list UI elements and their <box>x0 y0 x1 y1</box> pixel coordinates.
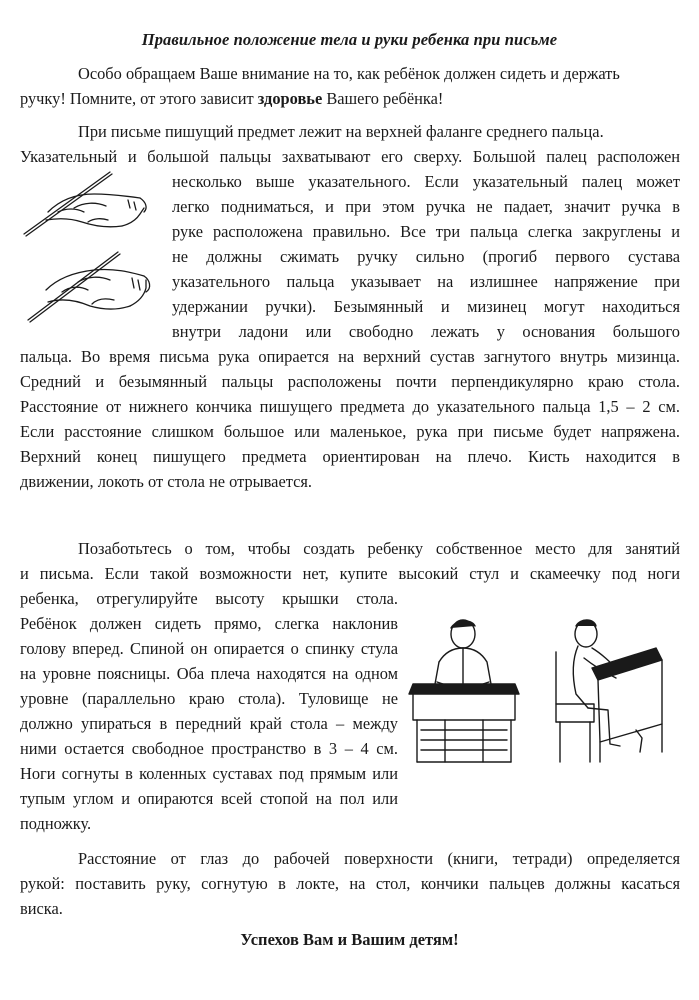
workplace-line-12: подножку. <box>20 814 92 833</box>
workplace-line-7: уровне (параллельно краю стола). Туловище не <box>20 689 398 708</box>
grip-line-9: внутри ладони или свободно лежать у основания большого <box>172 322 680 341</box>
grip-line-11: Средний и безымянный пальцы расположены почти перпендикулярно краю стола. <box>20 372 680 391</box>
grip-line-4: легко подниматься, и при этом ручка не падает, значит ручка в <box>172 197 680 216</box>
child-side-desk-illustration <box>532 612 672 772</box>
workplace-line-3: ребенка, отрегулируйте высоту крышки стола. <box>20 589 398 608</box>
workplace-line-4: Ребёнок должен сидеть прямо, слегка наклонив <box>20 614 398 633</box>
grip-line-6: не должны сжимать ручку сильно (прогиб первого сустава <box>172 247 680 266</box>
grip-line-14: Верхний конец пишущего предмета ориентирован на плечо. Кисть находится в <box>20 447 680 466</box>
grip-line-8: удержании ручки). Безымянный и мизинец могут находиться <box>172 297 680 316</box>
workplace-line-6: на уровне поясницы. Оба плеча находятся на одном <box>20 664 398 683</box>
closing-wish: Успехов Вам и Вашим детям! <box>240 930 459 949</box>
grip-line-1: При письме пишущий предмет лежит на верхней фаланге среднего пальца. <box>78 122 604 141</box>
intro-line-2-start: ручку! Помните, от этого зависит <box>20 89 258 108</box>
hand-grip-illustration-bottom <box>18 246 158 326</box>
workplace-line-11: тупым углом и опираются всей стопой на пол или <box>20 789 398 808</box>
intro-line-2 <box>20 89 443 109</box>
grip-line-13: Если расстояние слишком большое или маленькое, рука при письме будет напряжена. <box>20 422 680 441</box>
intro-bold-word: здоровье <box>257 89 323 108</box>
page-title: Правильное положение тела и руки ребенка при письме <box>141 30 558 49</box>
distance-line-2: рукой: поставить руку, согнутую в локте, на стол, кончики пальцев должны касаться <box>20 874 680 893</box>
workplace-line-10: Ноги согнуты в коленных суставах под прямым или <box>20 764 398 783</box>
intro-line-2-end: Вашего ребёнка! <box>322 89 444 108</box>
intro-line-1: Особо обращаем Ваше внимание на то, как ребёнок должен сидеть и держать <box>78 64 620 83</box>
grip-line-7: указательного пальца указывает на излишнее напряжение при <box>172 272 680 291</box>
workplace-line-2: и письма. Если такой возможности нет, купите высокий стул и скамеечку под ноги <box>20 564 680 583</box>
grip-line-10: пальца. Во время письма рука опирается на верхний сустав загнутого внутрь мизинца. <box>20 347 680 366</box>
workplace-line-1: Позаботьтесь о том, чтобы создать ребенку собственное место для занятий <box>78 539 680 558</box>
hand-grip-illustration-top <box>18 168 158 242</box>
grip-line-5: руке расположена правильно. Все три пальца слегка закруглены и <box>172 222 680 241</box>
grip-line-2: Указательный и большой пальцы захватывают его сверху. Большой палец расположен <box>20 147 680 166</box>
distance-line-1: Расстояние от глаз до рабочей поверхности (книги, тетради) определяется <box>78 849 680 868</box>
workplace-line-5: голову вперед. Спиной он опирается о спинку стула <box>20 639 398 658</box>
grip-line-3: несколько выше указательного. Если указательный палец может <box>172 172 680 191</box>
distance-line-3: виска. <box>20 899 63 918</box>
workplace-line-8: должно упираться в передний край стола – между <box>20 714 398 733</box>
grip-line-15: движении, локоть от стола не отрывается. <box>20 472 312 491</box>
child-front-desk-illustration <box>405 612 525 772</box>
grip-line-12: Расстояние от нижнего кончика пишущего предмета до указательного пальца 1,5 – 2 см. <box>20 397 680 416</box>
workplace-line-9: ними остается свободное пространство в 3 – 4 см. <box>20 739 398 758</box>
